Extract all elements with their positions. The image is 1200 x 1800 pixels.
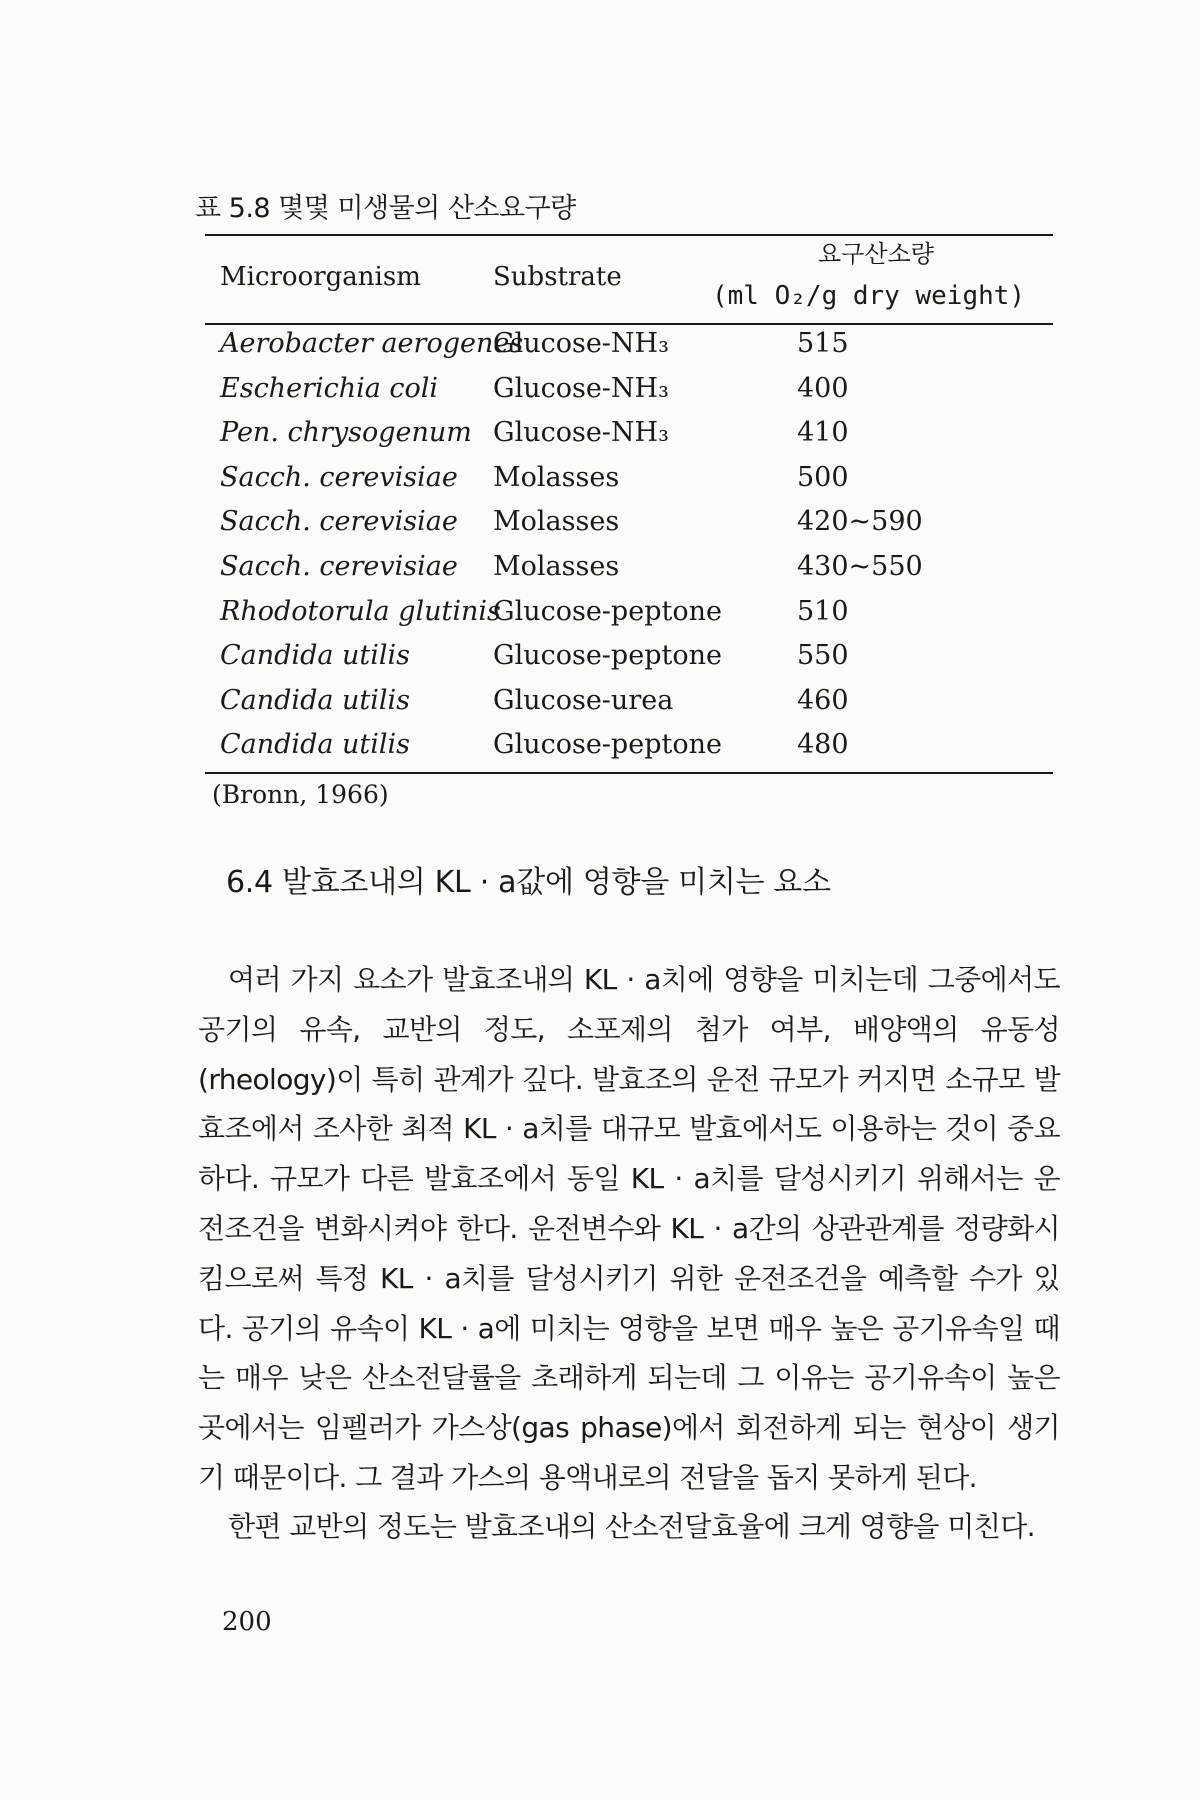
organism-cell: Sacch. cerevisiae	[220, 461, 458, 493]
value-cell: 515	[797, 328, 849, 359]
organism-cell: Aerobacter aerogenes	[220, 328, 524, 359]
value-cell: 550	[797, 640, 849, 672]
substrate-cell: Molasses	[493, 506, 620, 538]
table-row	[0, 729, 1200, 774]
substrate-cell: Glucose-peptone	[493, 640, 722, 672]
header-microorganism: Microorganism	[220, 262, 421, 292]
substrate-cell: Glucose-NH₃	[493, 372, 669, 404]
value-cell: 410	[797, 417, 849, 449]
substrate-cell: Glucose-NH₃	[493, 328, 669, 359]
body-paragraph-2: 한편 교반의 정도는 발효조내의 산소전달효율에 크게 영향을 미친다.	[228, 1510, 1035, 1543]
substrate-cell: Glucose-urea	[493, 684, 674, 716]
table-body	[0, 328, 1200, 774]
table-row	[0, 417, 1200, 462]
table-bottom-rule	[205, 772, 1053, 774]
table-row	[0, 506, 1200, 551]
substrate-cell: Molasses	[493, 461, 620, 493]
value-cell: 400	[797, 372, 849, 404]
header-oxygen-requirement: 요구산소량	[818, 240, 934, 268]
substrate-cell: Glucose-peptone	[493, 595, 722, 627]
substrate-cell: Glucose-peptone	[493, 729, 722, 761]
body-paragraph-1: 여러 가지 요소가 발효조내의 KL · a치에 영향을 미치는데 그중에서도 공기의 유속, 교반의 정도, 소포제의 첨가 여부, 배양액의 유동성(rheology)이 특히 관계가 깊다. 발효조의 운전 규모가 커지면 소규모 발효조에서 조사한 최적 KL · a치를 대규모 발효에서도 이용하는 것이 중요하다. 규모가 다른 발효조에서 동일 KL · a치를 달성시키기 위해서는 운전조건을 변화시켜야 한다. 운전변수와 KL · a간의 상관관계를 정량화시킴으로써 특정 KL · a치를 달성시키기 위한 운전조건을 예측할 수가 있다. 공기의 유속이 KL · a에 미치는 영향을 보면 매우 높은 공기유속일 때는 매우 낮은 산소전달률을 초래하게 되는데 그 이유는 공기유속이 높은 곳에서는 임펠러가 가스상(gas phase)에서 회전하게 되는 현상이 생기기 때문이다. 그 결과 가스의 용액내로의 전달을 돕지 못하게 된다.	[198, 963, 1060, 1494]
table-row	[0, 640, 1200, 685]
table-row	[0, 551, 1200, 596]
table-row	[0, 328, 1200, 373]
page-number: 200	[222, 1607, 272, 1637]
value-cell: 460	[797, 684, 849, 716]
table-row	[0, 685, 1200, 730]
table-row	[0, 462, 1200, 507]
header-oxygen-unit: (ml O₂/g dry weight)	[712, 281, 1026, 311]
organism-cell: Escherichia coli	[220, 372, 439, 404]
header-substrate: Substrate	[493, 262, 622, 292]
value-cell: 420~590	[797, 506, 923, 538]
organism-cell: Sacch. cerevisiae	[220, 506, 458, 538]
substrate-cell: Molasses	[493, 550, 620, 582]
organism-cell: Pen. chrysogenum	[220, 417, 472, 449]
table-caption: 표 5.8 몇몇 미생물의 산소요구량	[195, 193, 576, 224]
value-cell: 430~550	[797, 550, 923, 582]
section-heading: 6.4 발효조내의 KL · a값에 영향을 미치는 요소	[226, 865, 831, 900]
table-row	[0, 373, 1200, 418]
value-cell: 510	[797, 595, 849, 627]
organism-cell: Rhodotorula glutinis	[220, 595, 501, 627]
organism-cell: Candida utilis	[220, 729, 411, 761]
substrate-cell: Glucose-NH₃	[493, 417, 669, 449]
value-cell: 480	[797, 729, 849, 761]
organism-cell: Candida utilis	[220, 684, 411, 716]
table-row	[0, 596, 1200, 641]
table-header-rule	[205, 323, 1053, 325]
table-source: (Bronn, 1966)	[212, 780, 389, 809]
organism-cell: Sacch. cerevisiae	[220, 550, 458, 582]
value-cell: 500	[797, 461, 849, 493]
organism-cell: Candida utilis	[220, 640, 411, 672]
